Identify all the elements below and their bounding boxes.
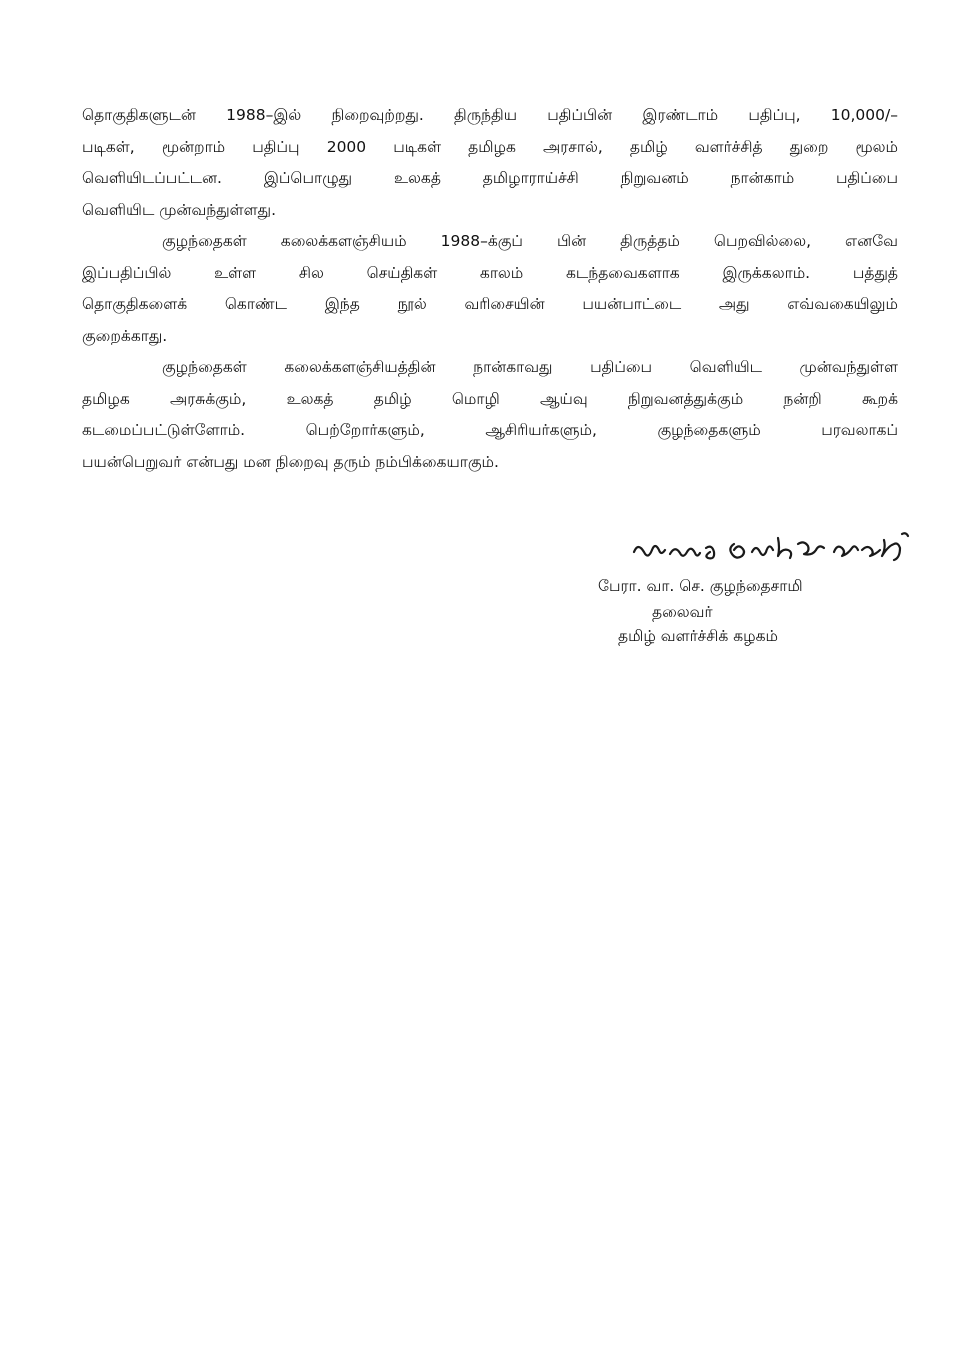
text-line: வெளியிட முன்வந்துள்ளது. (82, 200, 277, 219)
text-line: கடமைப்பட்டுள்ளோம். பெற்றோர்களும், ஆசிரியர்களும், குழந்தைகளும் பரவலாகப் (82, 421, 898, 439)
handwritten-signature (630, 530, 930, 578)
signatory-organization: தமிழ் வளர்ச்சிக் கழகம் (618, 627, 779, 645)
text-line: தொகுதிகளைக் கொண்ட இந்த நூல் வரிசையின் பயன்பாட்டை அது எவ்வகையிலும் (82, 295, 898, 313)
text-line: குழந்தைகள் கலைக்களஞ்சியத்தின் நான்காவது பதிப்பை வெளியிட முன்வந்துள்ள (162, 358, 898, 376)
paragraph-1 (82, 100, 898, 226)
text-line: இப்பதிப்பில் உள்ள சில செய்திகள் காலம் கடந்தவைகளாக இருக்கலாம். பத்துத் (82, 263, 898, 282)
signatory-name: பேரா. வா. செ. குழந்தைசாமி (598, 577, 803, 595)
text-line: குறைக்காது. (82, 326, 168, 345)
text-line: படிகள், மூன்றாம் பதிப்பு 2000 படிகள் தமிழக அரசால், தமிழ் வளர்ச்சித் துறை மூலம் (82, 137, 898, 156)
text-line: பயன்பெறுவர் என்பது மன நிறைவு தரும் நம்பிக்கையாகும். (82, 452, 499, 471)
text-line: தொகுதிகளுடன் 1988–இல் நிறைவுற்றது. திருந்திய பதிப்பின் இரண்டாம் பதிப்பு, 10,000/– (82, 106, 898, 124)
text-line: வெளியிடப்பட்டன. இப்பொழுது உலகத் தமிழாராய்ச்சி நிறுவனம் நான்காம் பதிப்பை (82, 169, 898, 187)
paragraph-3 (82, 352, 898, 478)
signatory-title: தலைவர் (652, 603, 713, 621)
text-line: குழந்தைகள் கலைக்களஞ்சியம் 1988–க்குப் பின் திருத்தம் பெறவில்லை, எனவே (162, 232, 898, 250)
body-text (82, 100, 898, 478)
text-line: தமிழக அரசுக்கும், உலகத் தமிழ் மொழி ஆய்வு நிறுவனத்துக்கும் நன்றி கூறக் (82, 389, 898, 408)
paragraph-2 (82, 226, 898, 352)
